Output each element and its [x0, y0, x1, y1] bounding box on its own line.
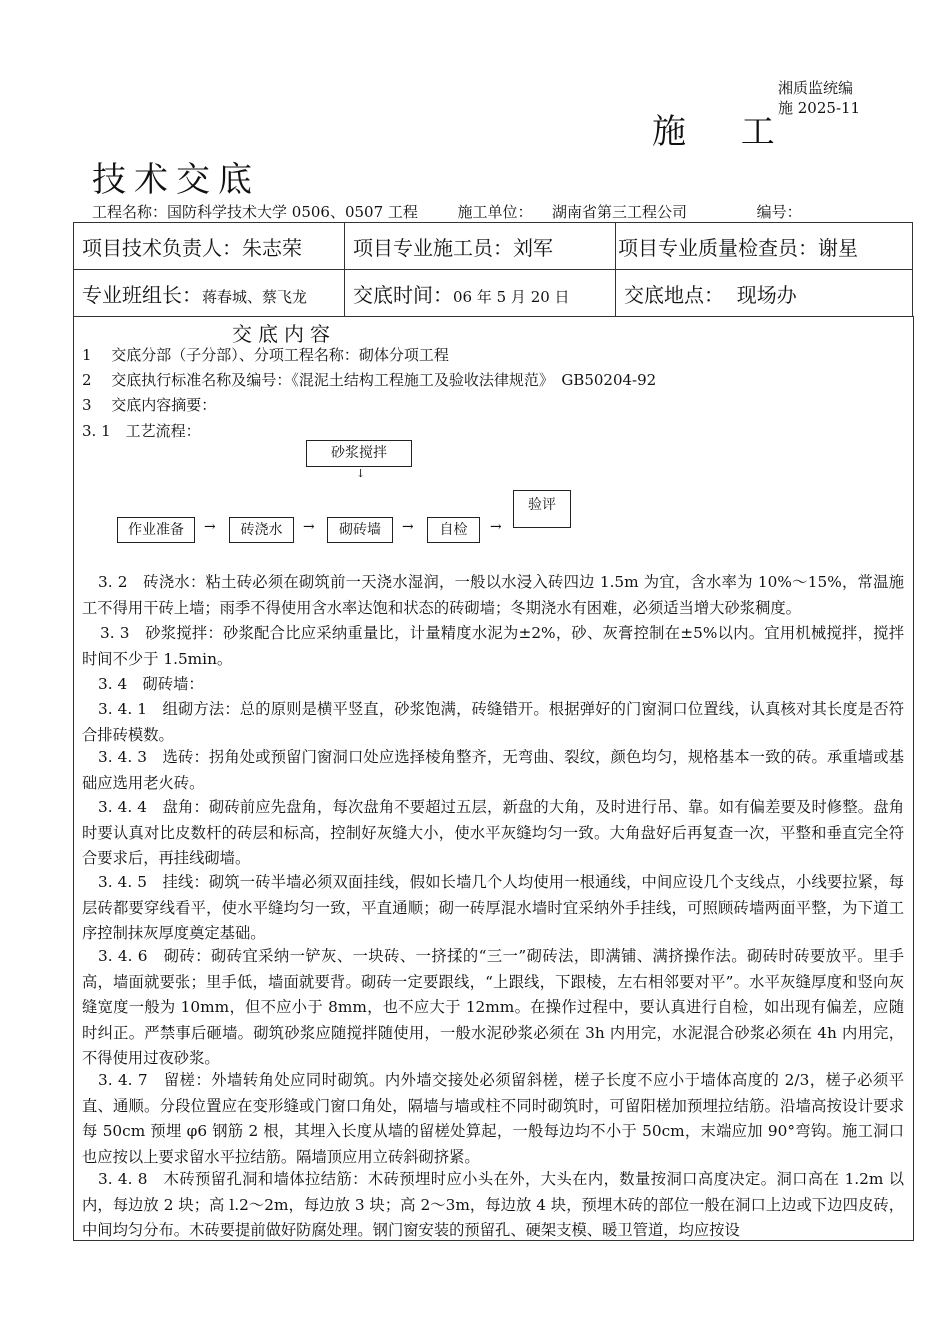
unit-name: 湖南省第三工程公司: [552, 203, 688, 221]
place-cell: [616, 270, 913, 317]
paragraph-3-4-6: 3. 4. 6 砌砖：砌砖宜采纳一铲灰、一块砖、一挤揉的“三一”砌砖法，即满铺、满挤操作法。砌砖时砖要放平。里手高，墙面就要张；里手低，墙面就要背。砌砖一定要跟线，“上跟线，下跟棱，左右相邻要对平”。水平灰缝厚度和竖向灰缝宽度一般为 10mm，但不应小于 8mm，也不应大于 12mm。在操作过程中，要认真进行自检，如出现有偏差，应随时纠正。严禁事后砸墙。砌筑砂浆应随搅拌随使用，一般水泥砂浆必须在 3h 内用完，水泥混合砂浆必须在 4h 内用完，不得使用过夜砂浆。: [82, 947, 904, 1067]
constructor-value: 刘军: [513, 235, 553, 260]
item-2: 2 交底执行标准名称及编号：《混泥土结构工程施工及验收法律规范》 GB50204-92: [82, 371, 657, 389]
inspector-value: 谢星: [818, 235, 858, 260]
paragraph-3-4-5: 3. 4. 5 挂线：砌筑一砖半墙必须双面挂线，假如长墙几个人均使用一根通线，中间应设几个支线点，小线要拉紧，每层砖都要穿线看平，使水平缝均匀一致，平直通顺；砌一砖厚混水墙时宜采纳外手挂线，可照顾砖墙两面平整，为下道工序控制抹灰厚度奠定基础。: [82, 873, 904, 942]
item-3: 3 交底内容摘要：: [82, 396, 217, 414]
document-title-line2: 技术交底: [92, 160, 260, 200]
flow-prepare-box: 作业准备: [117, 517, 195, 543]
tech-lead-cell: [74, 223, 345, 270]
form-code-line1: 湘质监统编: [778, 79, 854, 97]
tech-lead-value: 朱志荣: [242, 235, 302, 260]
document-title-line1: 施 工: [652, 112, 797, 152]
inspector-label: 项目专业质量检查员：: [618, 235, 818, 260]
paragraph-3-4-3: 3. 4. 3 选砖：拐角处或预留门窗洞口处应选择棱角整齐，无弯曲、裂纹，颜色均匀，规格基本一致的砖。承重墙或基础应选用老火砖。: [82, 748, 904, 792]
right-arrow-icon: →: [303, 519, 315, 535]
flow-water-box: 砖浇水: [229, 517, 294, 543]
item-3-1: 3. 1 工艺流程：: [82, 422, 201, 440]
paragraph-3-4-7: 3. 4. 7 留槎：外墙转角处应同时砌筑。内外墙交接处必须留斜槎，槎子长度不应小于墙体高度的 2/3，槎子必须平直、通顺。分段位置应在变形缝或门窗口角处，隔墙与墙或柱不同时砌筑时，可留阳槎加预埋拉结筋。沿墙高按设计要求每 50cm 预埋 φ6 钢筋 2 根，其埋入长度从墙的留槎处算起，一般每边均不小于 50cm，末端应加 90°弯钩。施工洞口也应按以上要求留水平拉结筋。隔墙顶应用立砖斜砌挤紧。: [82, 1071, 904, 1166]
place-value: 现场办: [736, 282, 797, 307]
project-line: [92, 201, 802, 222]
team-lead-cell: [74, 270, 345, 317]
down-arrow-icon: ↓: [356, 467, 366, 480]
paragraph-3-4-1: 3. 4. 1 组砌方法：总的原则是横平竖直，砂浆饱满，砖缝错开。根据弹好的门窗洞口位置线，认真核对其长度是否符合排砖模数。: [82, 700, 904, 744]
unit-label: 施工单位：: [457, 203, 533, 221]
time-cell: [345, 270, 616, 317]
paragraph-3-4: 3. 4 砌砖墙：: [98, 675, 204, 693]
constructor-cell: [345, 223, 616, 270]
project-label: 工程名称：: [92, 203, 168, 221]
constructor-label: 项目专业施工员：: [353, 235, 513, 260]
paragraph-3-2: 3. 2 砖浇水：粘土砖必须在砌筑前一天浇水湿润，一般以水浸入砖四边 1.5m 为宜，含水率为 10%～15%，常温施工不得用干砖上墙；雨季不得使用含水率达饱和状态的砖砌墙；冬期浇水有困难，必须适当增大砂浆稠度。: [82, 573, 904, 617]
right-arrow-icon: →: [402, 519, 414, 535]
form-code-line2: 施 2025-11: [778, 99, 861, 117]
content-title: 交底内容: [232, 322, 336, 346]
flow-check-box: 自检: [427, 517, 480, 543]
tech-lead-label: 项目技术负责人：: [82, 235, 242, 260]
time-label: 交底时间：: [353, 282, 453, 307]
item-1: 1 交底分部（子分部）、分项工程名称：砌体分项工程: [82, 346, 449, 364]
paragraph-3-4-8: 3. 4. 8 木砖预留孔洞和墙体拉结筋：木砖预埋时应小头在外，大头在内，数量按洞口高度决定。洞口高在 1.2m 以内，每边放 2 块；高 l.2～2m，每边放 3 块；高 2～3m，每边放 4 块，预埋木砖的部位一般在洞口上边或下边四皮砖，中间均匀分布。木砖要提前做好防腐处理。钢门窗安装的预留孔、硬架支模、暖卫管道，均应按设: [82, 1170, 904, 1239]
flow-evaluate-box: 验评: [513, 490, 571, 528]
project-name: 国防科学技术大学 0506、0507 工程: [167, 203, 418, 221]
right-arrow-icon: →: [204, 519, 216, 535]
place-label: 交底地点：: [624, 282, 724, 307]
right-arrow-icon: →: [490, 519, 502, 535]
team-lead-label: 专业班组长：: [82, 282, 202, 307]
number-label: 编号：: [756, 203, 802, 221]
paragraph-3-4-4: 3. 4. 4 盘角：砌砖前应先盘角，每次盘角不要超过五层，新盘的大角，及时进行吊、靠。如有偏差要及时修整。盘角时要认真对比皮数杆的砖层和标高，控制好灰缝大小，使水平灰缝均匀一致。大角盘好后再复查一次，平整和垂直完全符合要求后，再挂线砌墙。: [82, 798, 904, 867]
flow-mortar-box: 砂浆搅拌: [306, 440, 412, 467]
time-value: 06 年 5 月 20 日: [453, 287, 570, 306]
team-lead-value: 蒋春城、蔡飞龙: [202, 287, 308, 306]
inspector-cell: [616, 223, 913, 270]
flow-lay-box: 砌砖墙: [327, 517, 393, 543]
info-table: [73, 222, 913, 317]
paragraph-3-3: 3. 3 砂浆搅拌：砂浆配合比应采纳重量比，计量精度水泥为±2%，砂、灰膏控制在±5%以内。宜用机械搅拌，搅拌时间不少于 1.5min。: [82, 624, 904, 668]
